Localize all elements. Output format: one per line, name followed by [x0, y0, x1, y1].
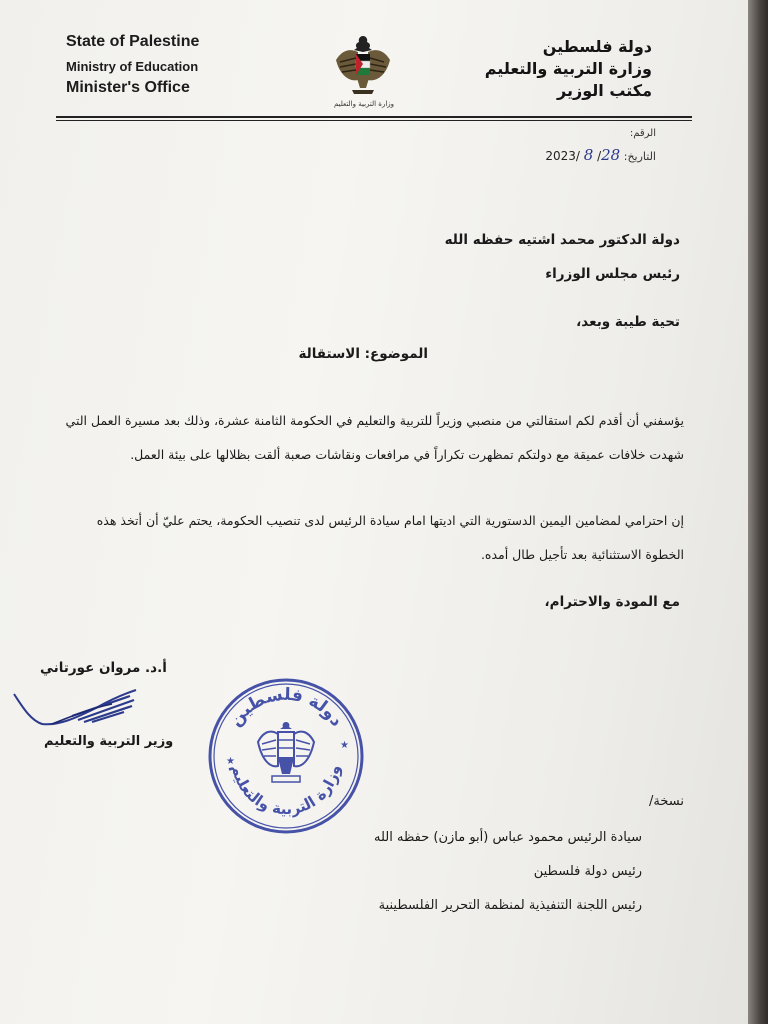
greeting: تحية طيبة وبعد، [576, 314, 680, 330]
arabic-state-name: دولة فلسطين [542, 37, 652, 56]
date-month: 8 [583, 146, 594, 164]
page-edge-background [748, 0, 768, 1024]
reference-label: الرقم: [629, 128, 656, 139]
english-letterhead [66, 32, 199, 98]
arabic-letterhead [485, 36, 652, 102]
recipient-title: رئيس مجلس الوزراء [545, 266, 680, 282]
stamp-top-text: دولة فلسطين [225, 684, 347, 731]
body-paragraph-2-line-1: إن احترامي لمضامين اليمين الدستورية التي اديتها امام سيادة الرئيس لدى تنصيب الحكومة، يحتم عليّ أن أتخذ هذه [96, 513, 684, 528]
arabic-ministry-name: وزارة التربية والتعليم [484, 59, 652, 78]
stamp-eagle-icon [258, 722, 314, 782]
copy-recipient-2: رئيس دولة فلسطين [533, 864, 642, 879]
recipient-name: دولة الدكتور محمد اشتيه حفظه الله [444, 232, 680, 248]
copy-recipient-1: سيادة الرئيس محمود عباس (أبو مازن) حفظه الله [374, 830, 642, 845]
english-ministry-name: Ministry of Education [66, 59, 199, 74]
copy-recipient-3: رئيس اللجنة التنفيذية لمنظمة التحرير الفلسطينية [378, 898, 642, 913]
ministry-stamp [206, 676, 366, 836]
svg-text:★: ★ [226, 756, 235, 767]
date-line [545, 146, 656, 164]
english-state-name: State of Palestine [66, 33, 200, 50]
date-value: 2023/ 8 /28 [545, 146, 621, 164]
subject-line: الموضوع: الاستقالة [298, 346, 428, 362]
date-year: 2023 [545, 149, 576, 163]
eagle-emblem-icon [328, 30, 398, 116]
body-paragraph-1-line-2: شهدت خلافات عميقة مع دولتكم تمظهرت تكراراً في مرافعات ونقاشات صعبة ألقت بظلالها على بيئة العمل. [130, 447, 684, 462]
signatory-title: وزير التربية والتعليم [44, 734, 174, 749]
body-paragraph-1 [34, 404, 684, 472]
arabic-office-name: مكتب الوزير [557, 81, 652, 100]
body-paragraph-1-line-1: يؤسفني أن أقدم لكم استقالتي من منصبي وزيراً للتربية والتعليم في الحكومة الثامنة عشرة، وذلك بعد مسيرة العمل التي [65, 413, 684, 428]
closing-line: مع المودة والاحترام، [544, 594, 680, 610]
header-divider [56, 116, 692, 118]
body-paragraph-2-line-2: الخطوة الاستثنائية بعد تأجيل طال أمده. [480, 547, 684, 562]
signatory-name: أ.د. مروان عورتاني [40, 660, 167, 676]
english-office-name: Minister's Office [66, 79, 190, 96]
body-paragraph-2 [34, 504, 684, 572]
handwritten-signature [12, 686, 142, 732]
copies-label: نسخة/ [649, 794, 684, 809]
stamp-bottom-text: وزارة التربية والتعليم [228, 763, 344, 819]
date-label: التاريخ: [623, 150, 656, 163]
emblem-caption: وزارة التربية والتعليم [333, 100, 395, 108]
date-day: 28 [601, 146, 621, 164]
header-divider-thin [56, 120, 692, 121]
svg-text:★: ★ [340, 740, 349, 751]
